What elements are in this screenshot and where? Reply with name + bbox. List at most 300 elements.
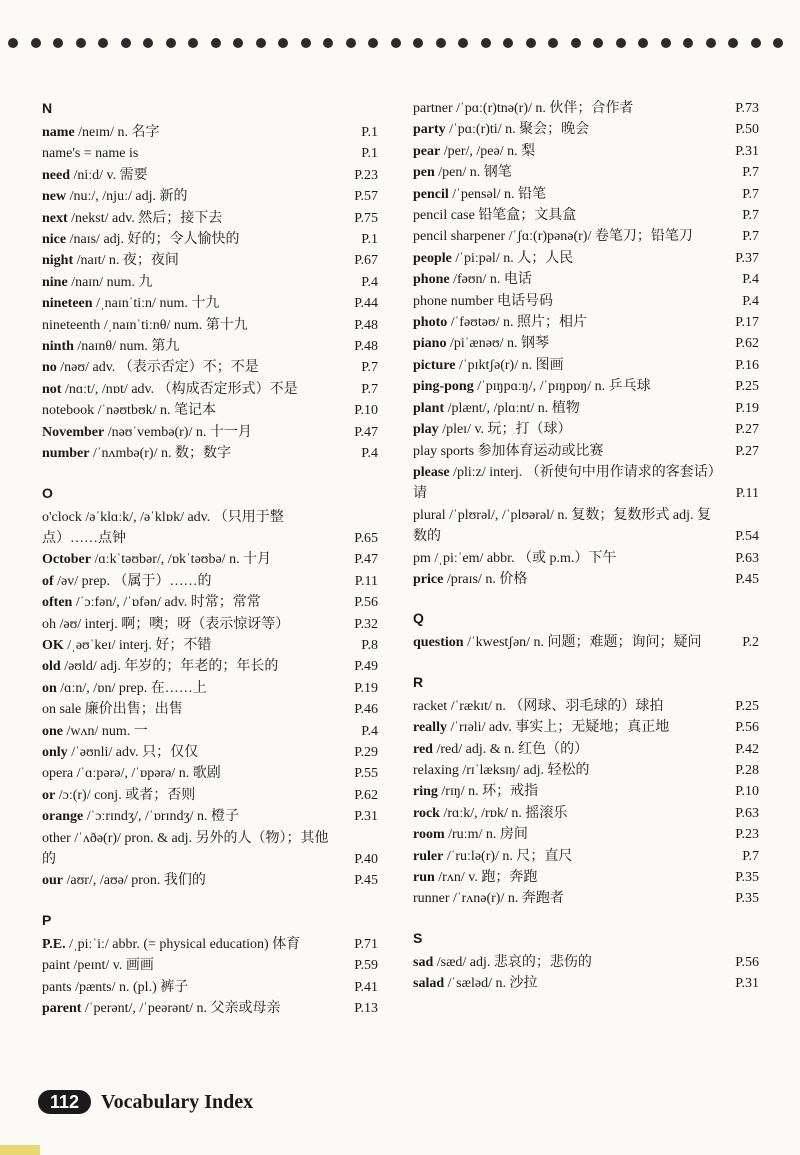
entry-text xyxy=(413,952,723,973)
border-dot xyxy=(233,38,243,48)
entry-headword: sad xyxy=(413,954,434,970)
border-dot xyxy=(323,38,333,48)
entry-page-ref: P.4 xyxy=(361,723,378,739)
entry-headword: nine xyxy=(42,274,68,290)
vocabulary-entry xyxy=(42,955,378,976)
entry-page-ref: P.10 xyxy=(354,403,378,419)
entry-text xyxy=(42,742,342,763)
entry-definition: /ˈpɑː(r)tnə(r)/ n. 伙伴；合作者 xyxy=(452,101,634,116)
section-letter: S xyxy=(413,929,423,946)
entry-page-ref: P.44 xyxy=(354,296,378,312)
vocabulary-entry xyxy=(413,376,759,397)
entry-page-ref: P.7 xyxy=(742,186,759,202)
entry-page-ref: P.57 xyxy=(354,189,378,205)
entry-headword: racket xyxy=(413,698,448,714)
entry-page-ref: P.47 xyxy=(354,552,378,568)
entry-definition: /ˈplʊrəl/, /ˈplʊərəl/ n. 复数；复数形式 adj. 复数的 xyxy=(413,507,712,545)
vocabulary-entry xyxy=(42,656,378,677)
entry-page-ref: P.37 xyxy=(735,250,759,266)
border-dot xyxy=(8,38,18,48)
vocabulary-entry xyxy=(42,165,378,186)
vocabulary-entry xyxy=(42,678,378,699)
vocabulary-entry xyxy=(42,122,378,143)
entry-page-ref: P.49 xyxy=(354,659,378,675)
border-dot xyxy=(616,38,626,48)
entry-headword: plant xyxy=(413,400,445,416)
entry-headword: or xyxy=(42,787,56,803)
entry-page-ref: P.31 xyxy=(735,976,759,992)
entry-page-ref: P.35 xyxy=(735,891,759,907)
entry-definition: /sæd/ adj. 悲哀的；悲伤的 xyxy=(433,954,592,970)
entry-headword: photo xyxy=(413,315,448,331)
vocabulary-entry xyxy=(42,635,378,656)
entry-page-ref: P.4 xyxy=(361,274,378,290)
entry-text xyxy=(413,312,723,333)
entry-headword: really xyxy=(413,720,447,736)
vocabulary-entry xyxy=(413,269,759,290)
entry-definition: /ˈrækɪt/ n. （网球、羽毛球的）球拍 xyxy=(447,698,664,714)
entry-page-ref: P.31 xyxy=(735,143,759,159)
entry-text xyxy=(413,632,723,653)
border-dot xyxy=(301,38,311,48)
entry-text xyxy=(42,870,342,891)
entry-text xyxy=(42,998,342,1019)
vocabulary-entry xyxy=(413,760,759,781)
vocabulary-entry xyxy=(42,336,378,357)
border-dot xyxy=(773,38,783,48)
vocabulary-entry xyxy=(42,443,378,464)
vocabulary-entry xyxy=(413,355,759,376)
entry-text xyxy=(413,781,723,802)
entry-page-ref: P.27 xyxy=(735,443,759,459)
entry-page-ref: P.29 xyxy=(354,744,378,760)
entry-definition: /ˈɑːpərə/, /ˈɒpərə/ n. 歌剧 xyxy=(73,766,221,782)
entry-page-ref: P.46 xyxy=(354,702,378,718)
entry-definition: /peɪnt/ v. 画画 xyxy=(70,958,154,974)
entry-headword: November xyxy=(42,424,105,440)
vocabulary-entry xyxy=(413,119,759,140)
border-dot xyxy=(256,38,266,48)
entry-headword: piano xyxy=(413,336,447,352)
section-p xyxy=(42,912,378,1020)
vocabulary-entry xyxy=(413,824,759,845)
entry-definition: /ˈkwestʃən/ n. 问题；难题；询问；疑问 xyxy=(463,635,702,651)
vocabulary-entry xyxy=(42,806,378,827)
entry-headword: o'clock xyxy=(42,509,82,525)
entry-text xyxy=(42,250,342,271)
vocabulary-entry xyxy=(413,441,759,462)
entry-definition: /ˈsæləd/ n. 沙拉 xyxy=(444,976,538,992)
entry-page-ref: P.7 xyxy=(361,360,378,376)
entry-headword: orange xyxy=(42,809,84,825)
border-dot xyxy=(593,38,603,48)
entry-definition: /ˈpɑː(r)ti/ n. 聚会；晚会 xyxy=(445,122,590,138)
vocabulary-entry xyxy=(413,739,759,760)
entry-text xyxy=(413,376,723,397)
vocabulary-entry xyxy=(413,248,759,269)
vocabulary-entry xyxy=(42,614,378,635)
entry-definition: /ɑːkˈtəʊbər/, /ɒkˈtəʊbə/ n. 十月 xyxy=(90,552,272,568)
border-dot xyxy=(706,38,716,48)
section-q xyxy=(413,610,759,653)
vocabulary-entry xyxy=(42,742,378,763)
entry-headword: ping-pong xyxy=(413,379,474,395)
entry-definition: /ˈnʌmbə(r)/ n. 数；数字 xyxy=(89,446,231,462)
entry-text xyxy=(413,162,723,183)
vocabulary-entry xyxy=(42,507,378,550)
entry-headword: red xyxy=(413,741,433,757)
entry-text xyxy=(413,505,723,548)
entry-headword: oh xyxy=(42,616,56,632)
entry-headword: play sports xyxy=(413,443,475,459)
entry-definition: /nɑːt/, /nɒt/ adv. （构成否定形式）不是 xyxy=(61,381,298,397)
entry-page-ref: P.56 xyxy=(735,954,759,970)
border-dot xyxy=(368,38,378,48)
vocabulary-entry xyxy=(413,291,759,312)
vocabulary-entry xyxy=(42,763,378,784)
entry-page-ref: P.40 xyxy=(354,852,378,867)
entry-text xyxy=(413,824,723,845)
entry-headword: of xyxy=(42,573,54,589)
entry-headword: people xyxy=(413,250,452,266)
vocabulary-entry xyxy=(413,462,759,505)
entry-text xyxy=(42,143,342,164)
entry-text xyxy=(413,717,723,738)
entry-headword: pencil sharpener xyxy=(413,229,506,245)
entry-page-ref: P.8 xyxy=(361,637,378,653)
entry-definition: /wʌn/ num. 一 xyxy=(63,723,148,739)
entry-text xyxy=(42,955,342,976)
vocabulary-entry xyxy=(413,333,759,354)
entry-headword: not xyxy=(42,381,62,397)
entry-headword: partner xyxy=(413,101,453,116)
entry-page-ref: P.48 xyxy=(354,317,378,333)
entry-headword: no xyxy=(42,360,57,376)
entry-definition: /nekst/ adv. 然后；接下去 xyxy=(67,210,223,226)
entry-headword: phone xyxy=(413,272,450,288)
entry-headword: ring xyxy=(413,784,438,800)
entry-headword: picture xyxy=(413,357,456,373)
entry-text xyxy=(413,226,723,247)
entry-text xyxy=(413,119,723,140)
entry-headword: party xyxy=(413,122,446,138)
entry-definition: /neɪm/ n. 名字 xyxy=(74,125,160,140)
section-p-continued xyxy=(413,98,759,590)
entry-headword: nineteenth xyxy=(42,317,101,333)
entry-headword: on xyxy=(42,680,57,696)
entry-definition: /ˈɔːrɪndʒ/, /ˈɒrɪndʒ/ n. 橙子 xyxy=(83,809,240,825)
entry-text xyxy=(413,269,723,290)
entry-definition: /ɑːn/, /ɒn/ prep. 在……上 xyxy=(56,680,207,696)
border-dot xyxy=(278,38,288,48)
entry-text xyxy=(42,721,342,742)
vocabulary-entry xyxy=(42,379,378,400)
entry-definition: /rɑːk/, /rɒk/ n. 摇滚乐 xyxy=(439,805,568,821)
entry-definition: /ˈpɪktʃə(r)/ n. 图画 xyxy=(455,357,564,373)
vocabulary-entry xyxy=(413,141,759,162)
entry-text xyxy=(42,336,342,357)
section-letter: Q xyxy=(413,610,424,627)
border-dot xyxy=(166,38,176,48)
border-dot xyxy=(31,38,41,48)
entry-definition: /ˌəʊˈkeɪ/ interj. 好；不错 xyxy=(63,637,212,653)
border-dot xyxy=(76,38,86,48)
entry-page-ref: P.56 xyxy=(354,595,378,611)
entry-text xyxy=(42,122,342,143)
footer-title: Vocabulary Index xyxy=(101,1090,254,1113)
vocabulary-entry xyxy=(42,998,378,1019)
entry-definition: /ˈfəʊtəʊ/ n. 照片；相片 xyxy=(447,315,588,331)
entry-page-ref: P.25 xyxy=(735,379,759,395)
entry-headword: on sale xyxy=(42,702,82,718)
border-dot xyxy=(413,38,423,48)
entry-headword: plural xyxy=(413,507,446,523)
entry-text xyxy=(42,443,342,464)
entry-page-ref: P.1 xyxy=(361,146,378,162)
entry-page-ref: P.50 xyxy=(735,122,759,138)
entry-text xyxy=(413,248,723,269)
corner-mark xyxy=(0,1145,40,1155)
entry-text xyxy=(42,678,342,699)
entry-page-ref: P.7 xyxy=(742,165,759,181)
border-dot xyxy=(481,38,491,48)
entry-page-ref: P.4 xyxy=(361,446,378,462)
entry-text xyxy=(42,357,342,378)
vocabulary-entry xyxy=(413,226,759,247)
vocabulary-entry xyxy=(413,312,759,333)
vocabulary-entry xyxy=(42,721,378,742)
vocabulary-entry xyxy=(42,870,378,891)
right-column xyxy=(413,98,759,1015)
border-dot xyxy=(661,38,671,48)
entry-text xyxy=(42,571,342,592)
entry-definition: /red/ adj. & n. 红色（的） xyxy=(432,741,589,757)
border-dot xyxy=(346,38,356,48)
entry-definition: /plænt/, /plɑːnt/ n. 植物 xyxy=(444,400,580,416)
entry-text xyxy=(413,98,723,119)
entry-headword: only xyxy=(42,744,68,760)
entry-page-ref: P.17 xyxy=(735,315,759,331)
entry-text xyxy=(42,614,342,635)
entry-definition: /praɪs/ n. 价格 xyxy=(443,571,528,587)
entry-headword: nineteen xyxy=(42,296,93,312)
entry-definition: /ˌnaɪnˈtiːnθ/ num. 第十九 xyxy=(100,317,248,333)
entry-definition: 电话号码 xyxy=(493,293,553,309)
entry-headword: play xyxy=(413,422,439,438)
entry-headword: P.E. xyxy=(42,936,66,952)
entry-definition: /ˈʃɑː(r)pənə(r)/ 卷笔刀；铅笔刀 xyxy=(505,229,693,245)
entry-definition: /naɪs/ adj. 好的；令人愉快的 xyxy=(66,232,240,248)
entry-page-ref: P.7 xyxy=(742,848,759,864)
entry-definition: /per/, /peə/ n. 梨 xyxy=(440,143,536,159)
entry-text xyxy=(413,760,723,781)
entry-page-ref: P.62 xyxy=(354,787,378,803)
vocabulary-entry xyxy=(42,229,378,250)
entry-headword: number xyxy=(42,446,90,462)
entry-definition: /nuː/, /njuː/ adj. 新的 xyxy=(66,189,188,205)
border-dot xyxy=(188,38,198,48)
entry-definition: /ˈpensəl/ n. 铅笔 xyxy=(448,186,546,202)
vocabulary-entry xyxy=(42,293,378,314)
entry-page-ref: P.4 xyxy=(742,293,759,309)
border-dot xyxy=(143,38,153,48)
section-s xyxy=(413,930,759,995)
section-o xyxy=(42,485,378,892)
border-dot xyxy=(638,38,648,48)
entry-text xyxy=(42,763,342,784)
entry-definition: /piˈænəʊ/ n. 钢琴 xyxy=(446,336,550,352)
page-footer xyxy=(38,1090,253,1114)
entry-headword: pencil case xyxy=(413,208,475,224)
entry-headword: name xyxy=(42,125,75,140)
section-n xyxy=(42,100,378,465)
entry-page-ref: P.63 xyxy=(735,550,759,566)
entry-headword: pencil xyxy=(413,186,449,202)
entry-text xyxy=(413,462,723,505)
entry-page-ref: P.32 xyxy=(354,616,378,632)
entry-headword: parent xyxy=(42,1001,82,1017)
entry-page-ref: P.25 xyxy=(735,698,759,714)
entry-headword: pen xyxy=(413,165,435,181)
vocabulary-entry xyxy=(42,143,378,164)
entry-definition: /ˈʌðə(r)/ pron. & adj. 另外的人（物）；其他的 xyxy=(42,830,329,867)
entry-page-ref: P.63 xyxy=(735,805,759,821)
entry-text xyxy=(42,229,342,250)
entry-definition: /əˈklɑːk/, /əˈklɒk/ adv. （只用于整点）……点钟 xyxy=(42,509,284,546)
vocabulary-entry xyxy=(42,272,378,293)
border-dot xyxy=(458,38,468,48)
entry-text xyxy=(413,419,723,440)
entry-text xyxy=(413,141,723,162)
entry-definition: /naɪnθ/ num. 第九 xyxy=(73,339,180,355)
entry-text xyxy=(42,400,342,421)
vocabulary-entry xyxy=(42,785,378,806)
entry-headword: rock xyxy=(413,805,440,821)
entry-page-ref: P.42 xyxy=(735,741,759,757)
entry-text xyxy=(42,507,342,550)
entry-headword: please xyxy=(413,464,450,480)
entry-text xyxy=(413,291,723,312)
entry-text xyxy=(42,785,342,806)
left-column xyxy=(42,100,378,1039)
entry-text xyxy=(413,888,723,909)
entry-page-ref: P.27 xyxy=(735,422,759,438)
entry-page-ref: P.4 xyxy=(742,272,759,288)
entry-page-ref: P.2 xyxy=(742,635,759,651)
border-dot xyxy=(436,38,446,48)
border-dot xyxy=(751,38,761,48)
entry-definition: /ˌnaɪnˈtiːn/ num. 十九 xyxy=(92,296,220,312)
entry-page-ref: P.7 xyxy=(361,381,378,397)
vocabulary-entry xyxy=(413,419,759,440)
entry-page-ref: P.16 xyxy=(735,357,759,373)
entry-page-ref: P.62 xyxy=(735,336,759,352)
vocabulary-entry xyxy=(413,398,759,419)
entry-text xyxy=(413,355,723,376)
entry-definition: /rɪŋ/ n. 环；戒指 xyxy=(437,784,539,800)
entry-text xyxy=(413,803,723,824)
entry-text xyxy=(42,186,342,207)
entry-headword: one xyxy=(42,723,63,739)
entry-definition: /fəʊn/ n. 电话 xyxy=(449,272,532,288)
entry-page-ref: P.28 xyxy=(735,762,759,778)
border-dot xyxy=(121,38,131,48)
entry-definition: /ˌpiːˈem/ abbr. （或 p.m.）下午 xyxy=(430,550,617,566)
entry-text xyxy=(42,293,342,314)
section-letter: P xyxy=(42,911,52,928)
vocabulary-entry xyxy=(413,846,759,867)
section-r xyxy=(413,674,759,910)
entry-text xyxy=(42,656,342,677)
entry-text xyxy=(42,806,342,827)
entry-headword: notebook xyxy=(42,403,95,419)
entry-page-ref: P.11 xyxy=(354,573,378,589)
entry-headword: salad xyxy=(413,976,445,992)
entry-page-ref: P.10 xyxy=(735,784,759,800)
entry-headword: night xyxy=(42,253,74,269)
entry-definition: /rʌn/ v. 跑；奔跑 xyxy=(434,870,538,885)
entry-page-ref: P.7 xyxy=(742,208,759,224)
entry-definition: /ruːm/ n. 房间 xyxy=(444,827,528,843)
border-dot xyxy=(526,38,536,48)
entry-definition: /əv/ prep. （属于）……的 xyxy=(53,573,212,589)
vocabulary-entry xyxy=(413,888,759,909)
entry-definition: /ˈnəʊtbʊk/ n. 笔记本 xyxy=(94,403,217,419)
entry-text xyxy=(413,184,723,205)
entry-headword: October xyxy=(42,552,91,568)
vocabulary-entry xyxy=(413,632,759,653)
vocabulary-entry xyxy=(413,505,759,548)
border-dot xyxy=(211,38,221,48)
entry-page-ref: P.1 xyxy=(361,125,378,140)
entry-definition: 参加体育运动或比赛 xyxy=(474,443,604,459)
entry-headword: relaxing xyxy=(413,762,459,778)
entry-headword: other xyxy=(42,830,71,846)
vocabulary-entry xyxy=(42,699,378,720)
border-dot xyxy=(683,38,693,48)
entry-headword: paint xyxy=(42,958,70,974)
entry-definition: /pliːz/ interj. （祈使句中用作请求的客套话）请 xyxy=(413,464,715,502)
entry-definition: /naɪn/ num. 九 xyxy=(67,274,153,290)
entry-text xyxy=(413,333,723,354)
entry-headword: ruler xyxy=(413,848,444,864)
entry-page-ref: P.45 xyxy=(735,571,759,587)
entry-text xyxy=(42,549,342,570)
entry-text xyxy=(413,739,723,760)
vocabulary-entry xyxy=(42,250,378,271)
vocabulary-entry xyxy=(413,973,759,994)
section-letter: O xyxy=(42,484,53,501)
vocabulary-entry xyxy=(413,696,759,717)
section-letter: R xyxy=(413,673,424,690)
entry-text xyxy=(413,205,723,226)
entry-page-ref: P.59 xyxy=(354,958,378,974)
entry-headword: often xyxy=(42,595,73,611)
entry-definition: /ˈɔːfən/, /ˈɒfən/ adv. 时常；常常 xyxy=(72,595,261,611)
entry-definition: /aʊr/, /aʊə/ pron. 我们的 xyxy=(63,873,206,889)
vocabulary-entry xyxy=(413,184,759,205)
entry-text xyxy=(42,422,342,443)
entry-text xyxy=(413,548,723,569)
entry-text xyxy=(42,699,342,720)
entry-page-ref: P.67 xyxy=(354,253,378,269)
entry-headword: phone number xyxy=(413,293,494,309)
entry-text xyxy=(42,828,342,871)
border-dot xyxy=(728,38,738,48)
entry-text xyxy=(42,977,342,998)
vocabulary-entry xyxy=(413,548,759,569)
entry-page-ref: P.47 xyxy=(354,424,378,440)
